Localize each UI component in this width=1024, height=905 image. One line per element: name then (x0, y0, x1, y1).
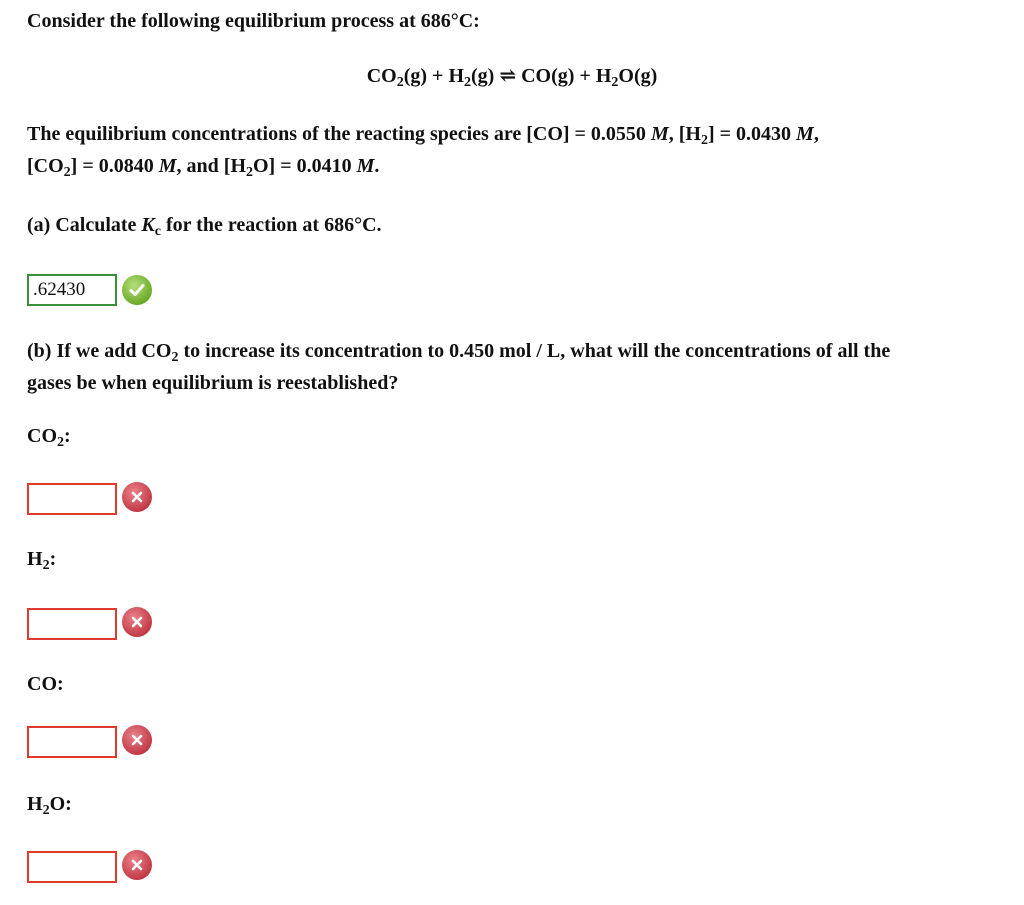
h2-label: $H_2$: (27, 548, 57, 573)
part-a-answer-input[interactable] (27, 274, 117, 306)
co-answer-input[interactable] (27, 726, 117, 758)
h2o-label: $H_2O$: (27, 793, 72, 818)
part-b-prompt-line-2: gases be when equilibrium is reestablished? (27, 372, 399, 394)
concentrations-line-2: $[CO_2] = 0.0840$ M, and $[H_2O] = 0.0410$ M. (27, 155, 380, 180)
part-a-prompt: (a) Calculate $K_c$ for the reaction at 686°C. (27, 214, 382, 239)
co2-label: $CO_2$: (27, 425, 71, 450)
checkmark-icon (122, 275, 152, 305)
x-icon (122, 725, 152, 755)
h2o-answer-input[interactable] (27, 851, 117, 883)
x-icon (122, 482, 152, 512)
concentrations-line-1: The equilibrium concentrations of the reacting species are [CO] = 0.0550 M, $[H_2] = 0.0430$ M, (27, 123, 819, 148)
x-icon (122, 850, 152, 880)
question-intro: Consider the following equilibrium process at 686°C: (27, 10, 480, 32)
co2-answer-input[interactable] (27, 483, 117, 515)
x-icon (122, 607, 152, 637)
h2-answer-input[interactable] (27, 608, 117, 640)
co-label: CO: (27, 673, 64, 695)
part-b-prompt-line-1: (b) If we add $CO_2$ to increase its concentration to 0.450 mol / L, what will the concentrations of all the (27, 340, 891, 365)
reaction-equation: $CO_2(g) + H_2(g)$ ⇌ $CO(g) + H_2O(g)$ (366, 65, 658, 90)
